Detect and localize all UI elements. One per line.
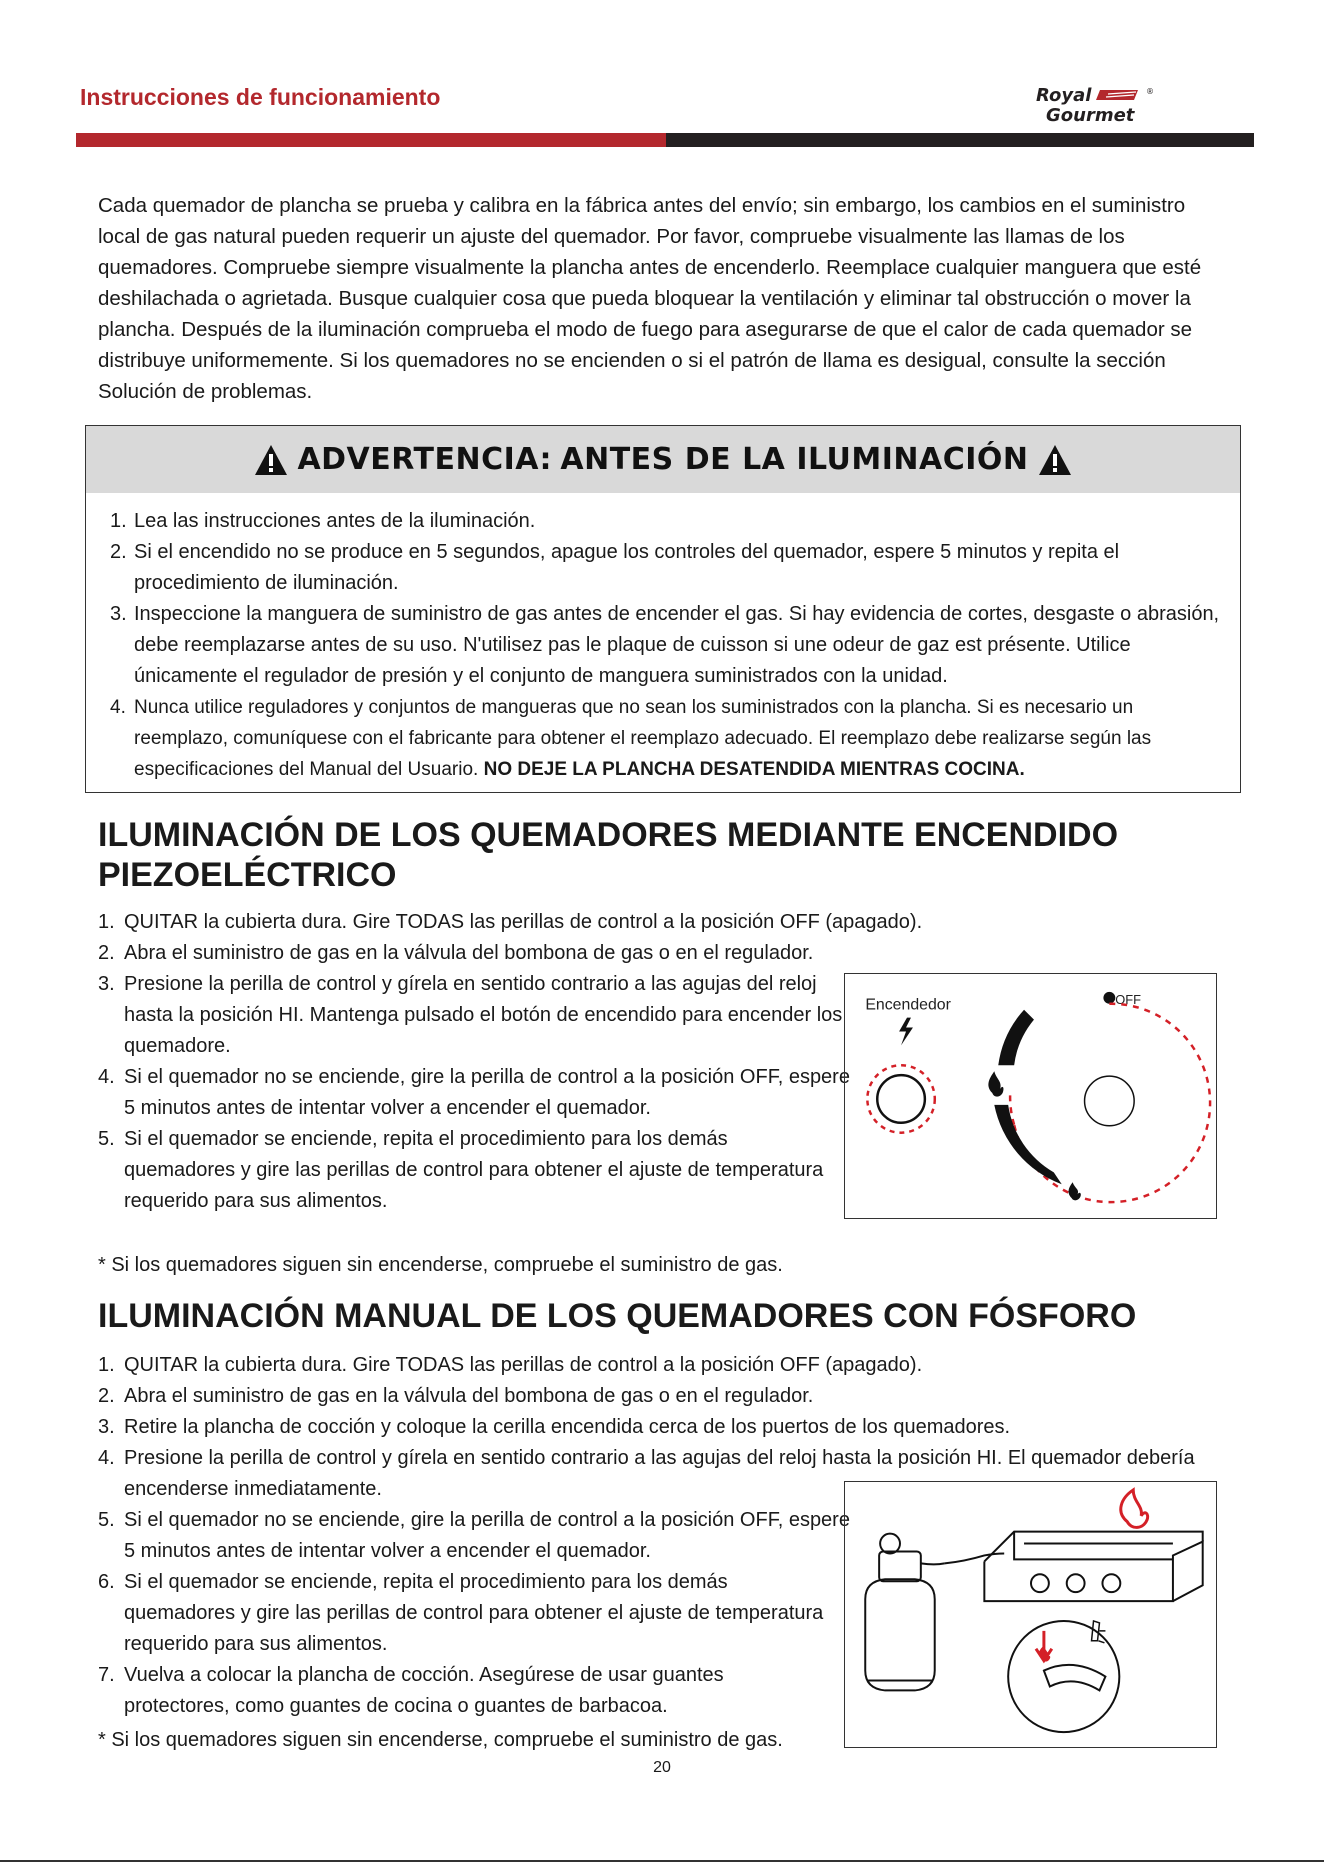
griddle-icon — [984, 1532, 1202, 1601]
list-item: 6. Si el quemador se enciende, repita el procedimiento para los demás quemadores y gire las perillas de control para obtener el ajuste de temperatura requerido para sus alimentos. — [98, 1571, 824, 1655]
list-item: 3. Presione la perilla de control y gírela en sentido contrario a las agujas del reloj hasta la posición HI. Mantenga pulsado el botón de encendido para encender los quemadore. — [98, 973, 843, 1057]
list-item: 1. Lea las instrucciones antes de la iluminación. — [110, 510, 536, 532]
page-header-title: Instrucciones de funcionamiento — [80, 84, 441, 110]
warning-header — [86, 426, 1240, 493]
logo-registered-mark: ® — [1146, 87, 1154, 96]
section2-title: ILUMINACIÓN MANUAL DE LOS QUEMADORES CON FÓSFORO — [98, 1297, 1137, 1335]
igniter-label: Encendedor — [865, 996, 951, 1014]
list-item: 5. Si el quemador se enciende, repita el procedimiento para los demás quemadores y gire las perillas de control para obtener el ajuste de temperatura requerido para sus alimentos. — [98, 1128, 824, 1212]
header-bar-red — [76, 133, 666, 147]
knob-icon — [1085, 1076, 1135, 1126]
flame-icon — [1121, 1490, 1148, 1527]
list-item: 1. QUITAR la cubierta dura. Gire TODAS las perillas de control a la posición OFF (apagado). — [98, 911, 923, 933]
gas-tank-icon — [865, 1534, 944, 1691]
list-item: 4. Si el quemador no se enciende, gire la perilla de control a la posición OFF, espere 5 minutos antes de intentar volver a encender el quemador. — [98, 1066, 850, 1119]
list-item: 4. Presione la perilla de control y gírela en sentido contrario a las agujas del reloj hasta la posición HI. El quemador debería encenderse inmediatamente. — [98, 1447, 1195, 1500]
header-bar-dark — [666, 133, 1254, 147]
igniter-knob-diagram — [844, 973, 1217, 1219]
list-item: 1. QUITAR la cubierta dura. Gire TODAS las perillas de control a la posición OFF (apagado). — [98, 1354, 923, 1376]
flame-icon — [988, 1071, 1003, 1096]
list-item: 3. Retire la plancha de cocción y coloque la cerilla encendida cerca de los puertos de los quemadores. — [98, 1416, 1011, 1438]
off-dot — [1103, 992, 1115, 1004]
bottom-divider — [0, 1860, 1324, 1862]
list-item: 4. Nunca utilice reguladores y conjuntos de mangueras que no sean los suministrados con la plancha. Si es necesario un reemplazo, comuníquese con el fabricante para obtener el reemplazo adecuado. El reemplazo debe realizarse según las especificaciones del Manual del Usuario. NO DEJE LA PLANCHA DESATENDIDA MIENTRAS COCINA. — [110, 697, 1152, 780]
section2-note: * Si los quemadores siguen sin encenderse, compruebe el suministro de gas. — [98, 1729, 783, 1751]
list-item: 3. Inspeccione la manguera de suministro de gas antes de encender el gas. Si hay evidencia de cortes, desgaste o abrasión, debe reemplazarse antes de su uso. N'utilisez pas le plaque de cuisson si une odeur de gaz est présente. Utilice únicamente el regulador de presión y el conjunto de manguera suministrados con la unidad. — [110, 603, 1220, 687]
list-item: 5. Si el quemador no se enciende, gire la perilla de control a la posición OFF, espere 5 minutos antes de intentar volver a encender el quemador. — [98, 1509, 850, 1562]
igniter-button — [877, 1075, 925, 1123]
logo-line2: Gourmet — [1046, 105, 1135, 124]
warning-title-part2: ANTES DE LA ILUMINACIÓN — [560, 442, 1029, 477]
warning-box — [85, 425, 1241, 793]
list-item: 2. Abra el suministro de gas en la válvula del bombona de gas o en el regulador. — [98, 1385, 814, 1407]
section1-title: ILUMINACIÓN DE LOS QUEMADORES MEDIANTE ENCENDIDO PIEZOELÉCTRICO — [98, 816, 1119, 894]
warning-title-part1: ADVERTENCIA: — [297, 442, 553, 477]
list-item: 7. Vuelva a colocar la plancha de cocción. Asegúrese de usar guantes protectores, como guantes de cocina o guantes de barbacoa. — [98, 1664, 724, 1717]
flame-icon — [1069, 1182, 1081, 1200]
warning-list — [110, 506, 1220, 785]
intro-paragraph: Cada quemador de plancha se prueba y calibra en la fábrica antes del envío; sin embargo, los cambios en el suministro local de gas natural pueden requerir un ajuste del quemador. Por favor, compruebe visualmente las llamas de los quemadores. Compruebe siempre visualmente la plancha antes de encenderlo. Reemplace cualquier manguera que esté deshilachada o agrietada. Busque cualquier cosa que pueda bloquear la ventilación y eliminar tal obstrucción o mover la plancha. Después de la iluminación comprueba el modo de fuego para asegurarse de que el calor de cada quemador se distribuye uniformemente. Si los quemadores no se encienden o si el patrón de llama es desigual, consulte la sección Solución de problemas. — [98, 194, 1202, 403]
warning-triangle-icon — [1037, 443, 1073, 477]
section1-note: * Si los quemadores siguen sin encenderse, compruebe el suministro de gas. — [98, 1254, 783, 1276]
royal-gourmet-logo — [1030, 84, 1230, 124]
match-lighting-diagram — [844, 1481, 1217, 1748]
off-label: OFF — [1115, 991, 1142, 1007]
warning-triangle-icon — [253, 443, 289, 477]
page-number: 20 — [653, 1759, 671, 1776]
list-item: 2. Abra el suministro de gas en la válvula del bombona de gas o en el regulador. — [98, 942, 814, 964]
logo-line1: Royal — [1036, 85, 1092, 106]
warning-bold-text: NO DEJE LA PLANCHA DESATENDIDA MIENTRAS COCINA. — [483, 759, 1025, 780]
lightning-icon — [899, 1018, 913, 1046]
list-item: 2. Si el encendido no se produce en 5 segundos, apague los controles del quemador, espere 5 minutos y repita el procedimiento de iluminación. — [110, 541, 1120, 594]
